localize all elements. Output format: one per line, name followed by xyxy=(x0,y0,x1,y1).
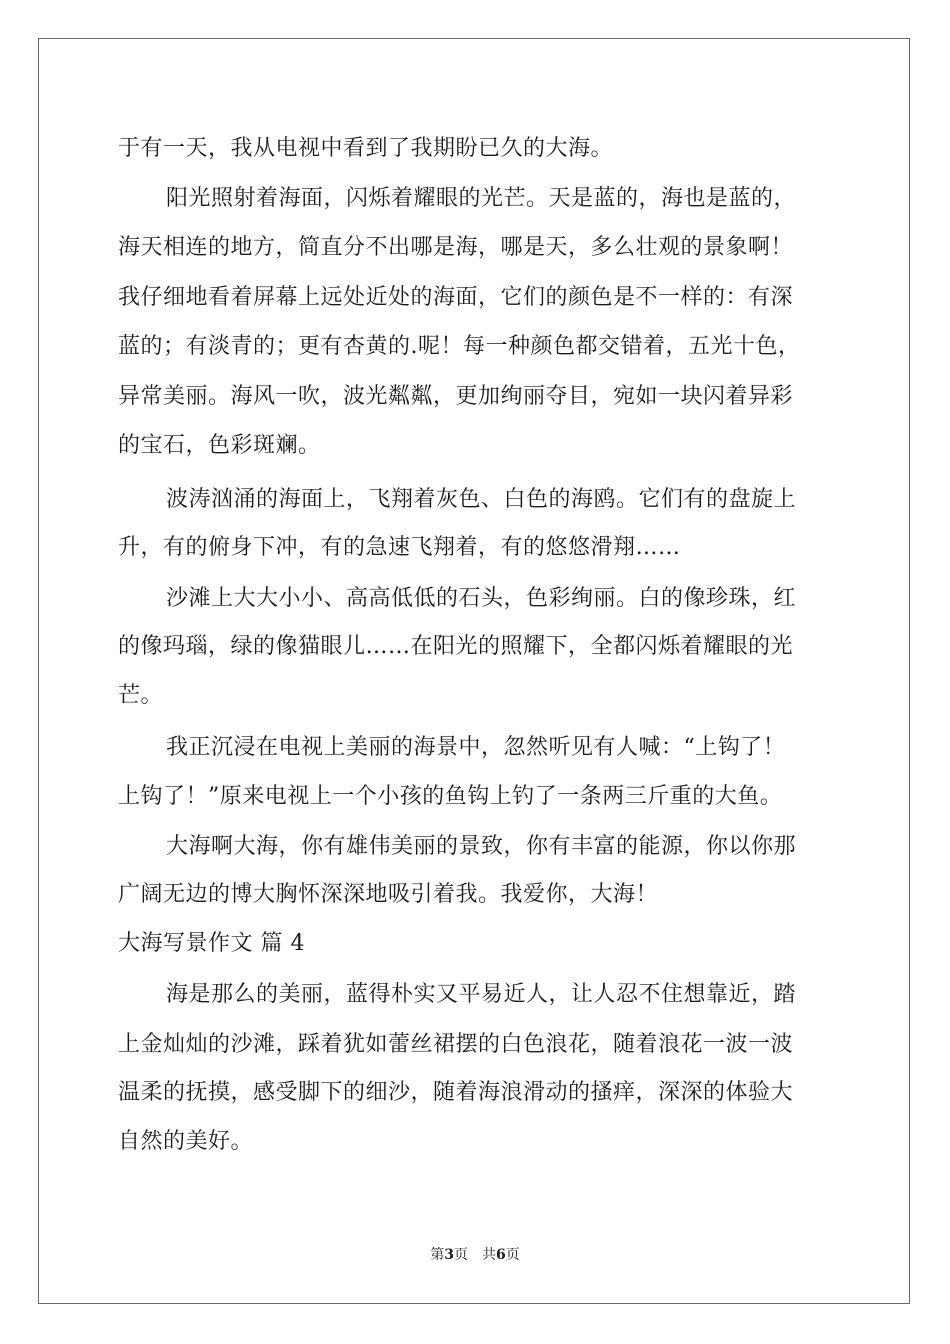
text-line: 的像玛瑙，绿的像猫眼儿……在阳光的照耀下，全都闪烁着耀眼的光 xyxy=(118,634,794,659)
page-number: 3 xyxy=(444,1247,454,1263)
text-line: 上金灿灿的沙滩，踩着犹如蕾丝裙摆的白色浪花，随着浪花一波一波 xyxy=(118,1032,794,1057)
text-line: 我仔细地看着屏幕上远处近处的海面，它们的颜色是不一样的：有深 xyxy=(118,285,794,310)
text-line: 上钩了！”原来电视上一个小孩的鱼钩上钓了一条两三斤重的大鱼。 xyxy=(118,784,783,809)
text-line: 温柔的抚摸，感受脚下的细沙，随着海浪滑动的搔痒，深深的体验大 xyxy=(118,1080,794,1105)
text-line: 海是那么的美丽，蓝得朴实又平易近人，让人忍不住想靠近，踏 xyxy=(166,982,797,1007)
text-line: 芒。 xyxy=(118,683,164,708)
text-line: 自然的美好。 xyxy=(118,1129,254,1154)
text-line: 广阔无边的博大胸怀深深地吸引着我。我爱你，大海！ xyxy=(118,882,659,907)
total-prefix: 共 xyxy=(482,1247,496,1263)
text-line: 大海啊大海，你有雄伟美丽的景致，你有丰富的能源，你以你那 xyxy=(166,834,797,859)
total-pages: 6 xyxy=(496,1247,506,1263)
text-line: 我正沉浸在电视上美丽的海景中，忽然听见有人喊：“上钩了！ xyxy=(166,735,786,760)
page-border xyxy=(38,38,910,1304)
text-line: 海天相连的地方，简直分不出哪是海，哪是天，多么壮观的景象啊！ xyxy=(118,235,794,260)
text-line: 升，有的俯身下冲，有的急速飞翔着，有的悠悠滑翔…… xyxy=(118,535,681,560)
text-line: 蓝的；有淡青的；更有杏黄的.呢！每一种颜色都交错着，五光十色， xyxy=(118,334,801,359)
page-footer xyxy=(0,1246,950,1264)
text-line: 阳光照射着海面，闪烁着耀眼的光芒。天是蓝的，海也是蓝的， xyxy=(166,186,797,211)
text-line: 沙滩上大大小小、高高低低的石头，色彩绚丽。白的像珍珠，红 xyxy=(166,586,797,611)
text-line: 的宝石，色彩斑斓。 xyxy=(118,433,321,458)
text-line: 于有一天，我从电视中看到了我期盼已久的大海。 xyxy=(118,136,614,161)
text-line: 异常美丽。海风一吹，波光粼粼，更加绚丽夺目，宛如一块闪着异彩 xyxy=(118,384,794,409)
section-heading: 大海写景作文 篇 4 xyxy=(118,931,305,956)
total-suffix: 页 xyxy=(505,1247,520,1263)
page-prefix: 第 xyxy=(430,1247,445,1263)
page-suffix: 页 xyxy=(454,1247,468,1263)
text-line: 波涛汹涌的海面上，飞翔着灰色、白色的海鸥。它们有的盘旋上 xyxy=(166,487,797,512)
